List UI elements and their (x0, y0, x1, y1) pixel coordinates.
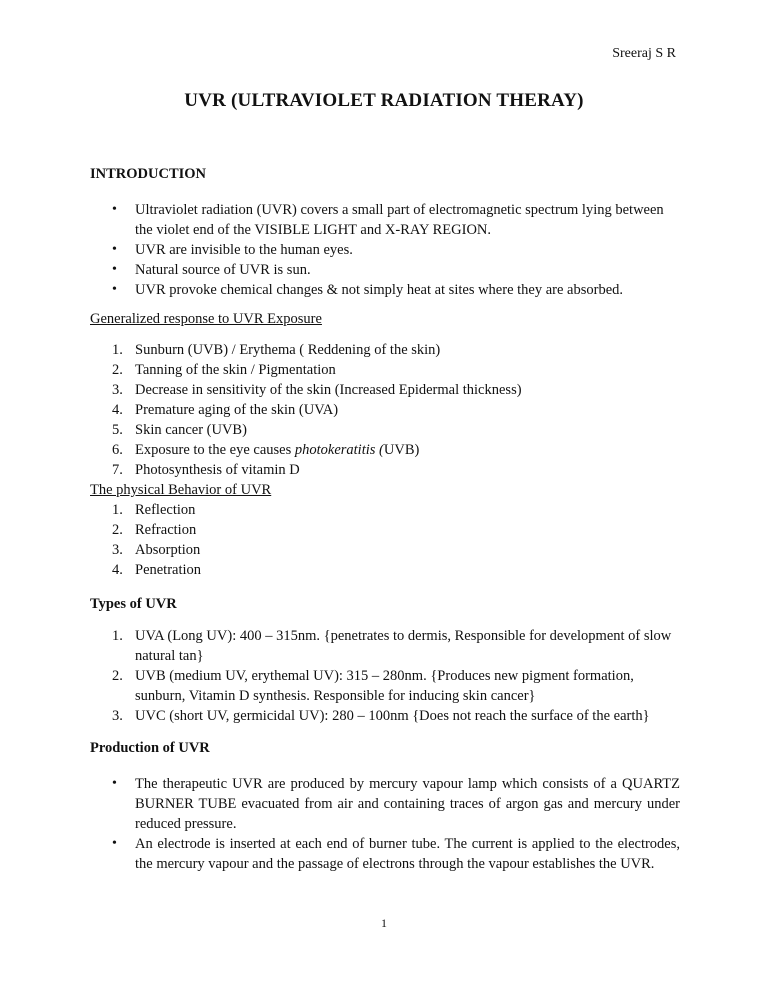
generalized-response-heading: Generalized response to UVR Exposure (90, 311, 322, 327)
production-list (90, 774, 680, 874)
list-item: 4. Penetration (112, 562, 202, 578)
types-list (90, 626, 680, 726)
physical-behavior-heading: The physical Behavior of UVR (90, 482, 272, 498)
list-item: 1. Reflection (112, 502, 196, 518)
list-item: 1. Sunburn (UVB) / Erythema ( Reddening of the skin) (112, 342, 441, 358)
list-item: • UVR are invisible to the human eyes. (90, 240, 680, 260)
list-item: 2. Refraction (112, 522, 197, 538)
physical-behavior-list (90, 500, 680, 580)
introduction-list (90, 200, 680, 300)
production-heading: Production of UVR (90, 740, 210, 756)
list-item: • An electrode is inserted at each end of burner tube. The current is applied to the electrodes, the mercury vapour and the passage of electrons through the vapour establishes the UVR. (90, 834, 680, 874)
list-item: • UVR provoke chemical changes & not simply heat at sites where they are absorbed. (90, 280, 680, 300)
author-name: Sreeraj S R (612, 46, 676, 61)
list-item: 2. Tanning of the skin / Pigmentation (112, 362, 336, 378)
list-item: • The therapeutic UVR are produced by mercury vapour lamp which consists of a QUARTZ BURNER TUBE evacuated from air and containing traces of argon gas and mercury under reduced pressure. (90, 774, 680, 834)
document-title: UVR (ULTRAVIOLET RADIATION THERAY) (184, 90, 584, 111)
list-item: 3. Decrease in sensitivity of the skin (Increased Epidermal thickness) (112, 382, 522, 398)
document-body (90, 164, 680, 874)
list-item: 3. Absorption (112, 542, 201, 558)
generalized-response-list (90, 340, 680, 480)
types-heading: Types of UVR (90, 596, 177, 612)
list-item: 1. UVA (Long UV): 400 – 315nm. {penetrates to dermis, Responsible for development of slow natural tan} (112, 628, 672, 664)
list-item: 4. Premature aging of the skin (UVA) (112, 402, 339, 418)
list-item: • Natural source of UVR is sun. (90, 260, 680, 280)
introduction-heading: INTRODUCTION (90, 166, 207, 182)
page-number: 1 (381, 916, 387, 930)
list-item: 3. UVC (short UV, germicidal UV): 280 – 100nm {Does not reach the surface of the earth} (112, 708, 650, 724)
list-item: 7. Photosynthesis of vitamin D (112, 462, 300, 478)
list-item: 2. UVB (medium UV, erythemal UV): 315 – 280nm. {Produces new pigment formation, sunburn, Vitamin D synthesis. Responsible for inducing skin cancer} (112, 668, 634, 704)
list-item: 6. Exposure to the eye causes photokeratitis (UVB) (112, 442, 420, 458)
list-item: 5. Skin cancer (UVB) (112, 422, 247, 438)
list-item: • Ultraviolet radiation (UVR) covers a small part of electromagnetic spectrum lying between the violet end of the VISIBLE LIGHT and X-RAY REGION. (90, 200, 680, 240)
